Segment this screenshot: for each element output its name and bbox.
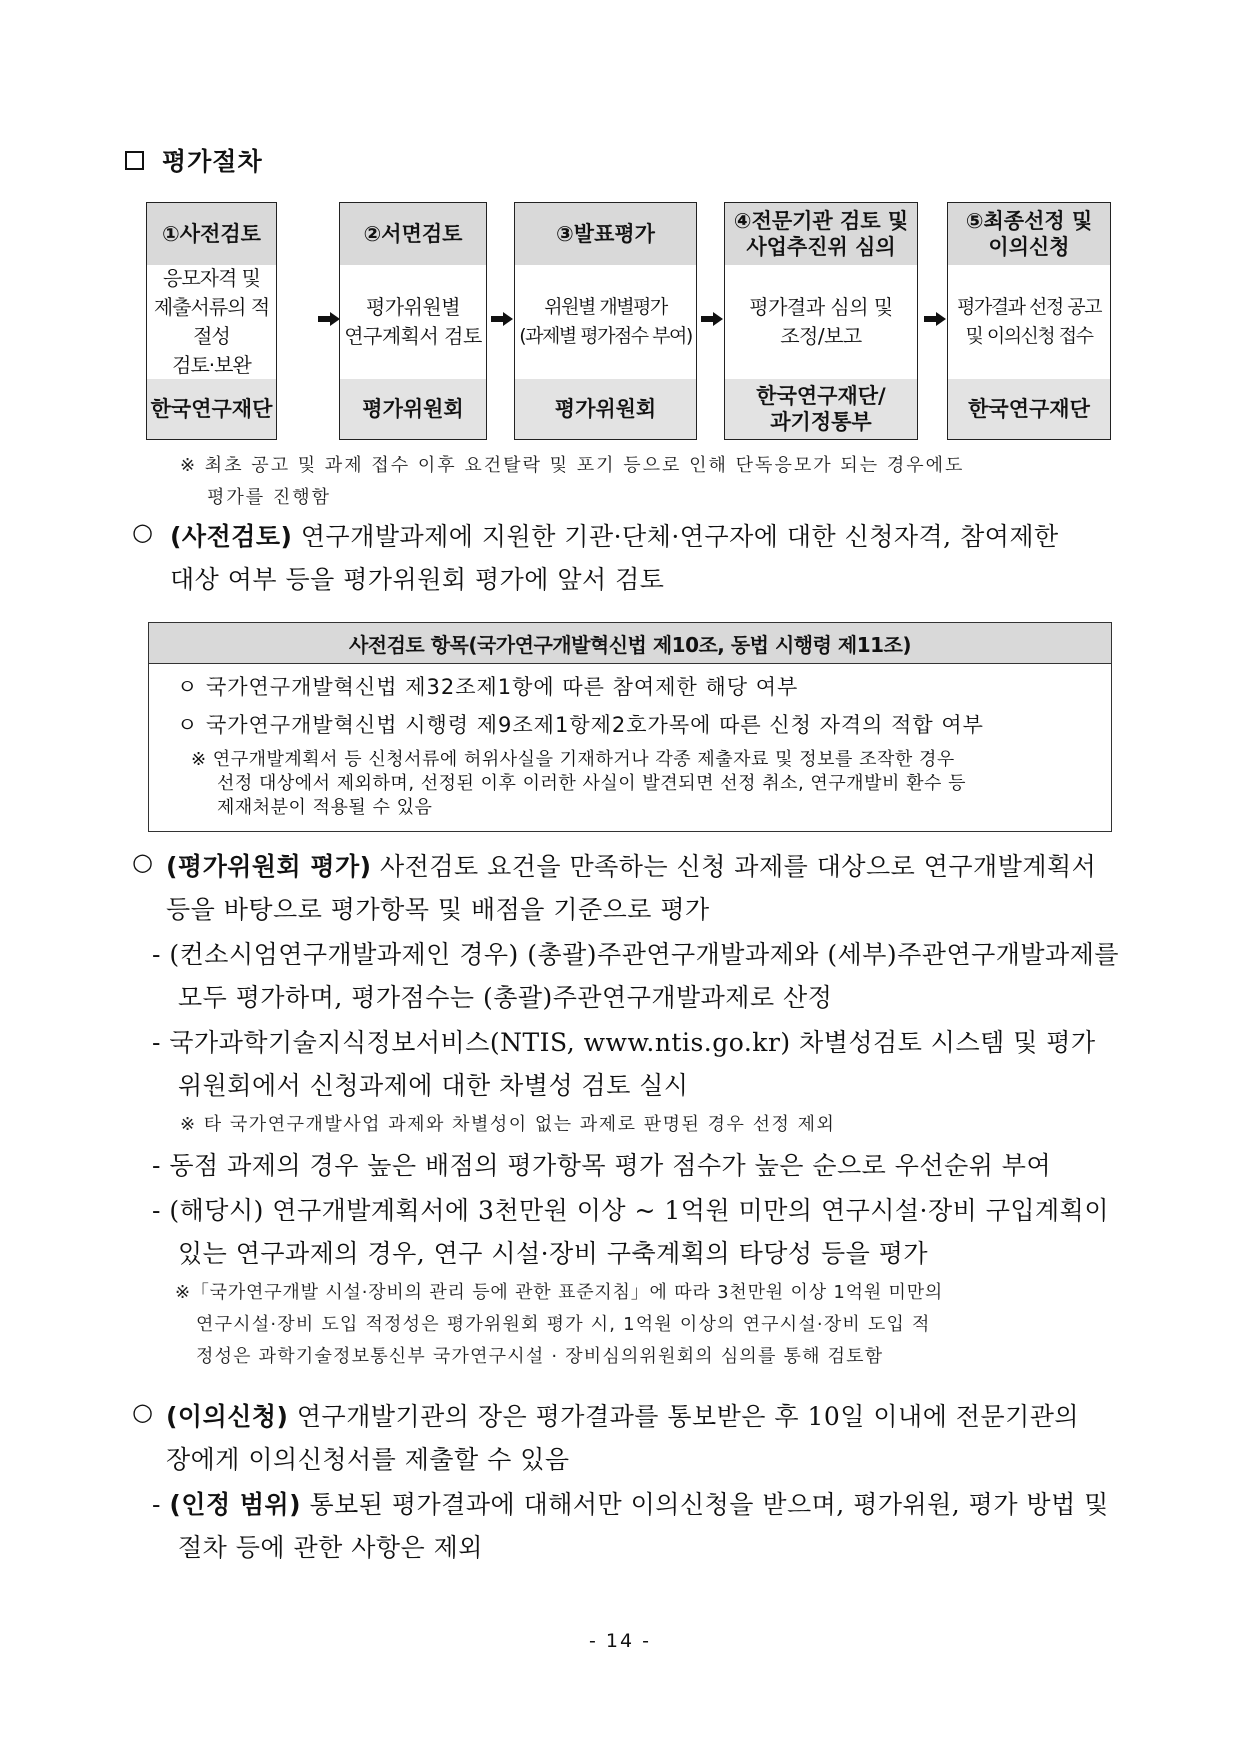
- flow-note-line2: 평가를 진행함: [207, 487, 332, 508]
- tie-break-line: - 동점 과제의 경우 높은 배점의 평가항목 평가 점수가 높은 순으로 우선순위 부여: [152, 1151, 1052, 1180]
- pre-review-line1: [170, 515, 1059, 558]
- flow-step-owner: 평가위원회: [515, 379, 696, 439]
- bullet-circle-icon: ○: [132, 848, 153, 876]
- checkbox-square-icon: [125, 151, 144, 170]
- table-item: ㅇ 국가연구개발혁신법 제32조제1항에 따른 참여제한 해당 여부: [177, 675, 799, 699]
- objection-line1: [166, 1395, 1079, 1438]
- objection-label: (이의신청): [166, 1402, 289, 1431]
- flow-step-owner: 한국연구재단/ 과기정통부: [725, 379, 917, 439]
- flow-step-body: 평가위원별 연구계획서 검토: [340, 265, 486, 380]
- equipment-line1: - (해당시) 연구개발계획서에 3천만원 이상 ~ 1억원 미만의 연구시설·장비 구입계획이: [152, 1196, 1109, 1225]
- bullet-circle-icon: ○: [132, 1398, 153, 1426]
- flow-step-head: ⑤최종선정 및 이의신청: [948, 203, 1110, 266]
- flow-step-head: ③발표평가: [515, 203, 696, 266]
- flow-note-line1: ※ 최초 공고 및 과제 접수 이후 요건탈락 및 포기 등으로 인해 단독응모가 되는 경우에도: [180, 455, 965, 476]
- table-item: ㅇ 국가연구개발혁신법 시행령 제9조제1항제2호가목에 따른 신청 자격의 적합 여부: [177, 713, 984, 737]
- objection-text: 연구개발기관의 장은 평가결과를 통보받은 후 10일 이내에 전문기관의: [288, 1402, 1080, 1431]
- committee-line2: 등을 바탕으로 평가항목 및 배점을 기준으로 평가: [166, 895, 710, 924]
- flow-step-2: [339, 202, 487, 440]
- flow-step-owner: 한국연구재단: [147, 379, 276, 439]
- scope-dash: -: [152, 1490, 170, 1519]
- consortium-line1: - (컨소시엄연구개발과제인 경우) (총괄)주관연구개발과제와 (세부)주관연구개발과제를: [152, 940, 1120, 969]
- ntis-line2: 위원회에서 신청과제에 대한 차별성 검토 실시: [178, 1071, 689, 1100]
- scope-text: 통보된 평가결과에 대해서만 이의신청을 받으며, 평가위원, 평가 방법 및: [301, 1490, 1109, 1519]
- equipment-note-line1: ※「국가연구개발 시설·장비의 관리 등에 관한 표준지침」에 따라 3천만원 이상 1억원 미만의: [175, 1282, 944, 1303]
- flow-step-body: 응모자격 및 제출서류의 적절성 검토·보완: [147, 265, 276, 380]
- flow-step-3: [514, 202, 697, 440]
- differentiation-note: ※ 타 국가연구개발사업 과제와 차별성이 없는 과제로 판명된 경우 선정 제외: [180, 1114, 836, 1135]
- flow-step-body: 평가결과 선정 공고 및 이의신청 접수: [948, 265, 1110, 380]
- page-number: - 14 -: [589, 1630, 651, 1652]
- flow-step-head: ②서면검토: [340, 203, 486, 266]
- equipment-line2: 있는 연구과제의 경우, 연구 시설·장비 구축계획의 타당성 등을 평가: [178, 1239, 929, 1268]
- flow-step-head: ④전문기관 검토 및 사업추진위 심의: [725, 203, 917, 266]
- scope-line1: [152, 1483, 1109, 1526]
- right-arrow-icon: [924, 312, 946, 326]
- committee-text: 사전검토 요건을 만족하는 신청 과제를 대상으로 연구개발계획서: [371, 852, 1097, 881]
- pre-review-line2: 대상 여부 등을 평가위원회 평가에 앞서 검토: [170, 565, 665, 594]
- pre-review-label: (사전검토): [170, 522, 293, 551]
- table-header: 사전검토 항목(국가연구개발혁신법 제10조, 동법 시행령 제11조): [149, 623, 1111, 664]
- right-arrow-icon: [701, 312, 723, 326]
- section-title: 평가절차: [162, 147, 263, 176]
- equipment-note-line2: 연구시설·장비 도입 적정성은 평가위원회 평가 시, 1억원 이상의 연구시설·장비 도입 적: [196, 1314, 931, 1335]
- pre-review-text: 연구개발과제에 지원한 기관·단체·연구자에 대한 신청자격, 참여제한: [292, 522, 1059, 551]
- objection-line2: 장에게 이의신청서를 제출할 수 있음: [166, 1445, 570, 1474]
- committee-label: (평가위원회 평가): [166, 852, 372, 881]
- consortium-line2: 모두 평가하며, 평가점수는 (총괄)주관연구개발과제로 산정: [178, 983, 833, 1012]
- committee-line1: [166, 845, 1096, 888]
- right-arrow-icon: [491, 312, 513, 326]
- flow-step-5: [947, 202, 1111, 440]
- table-note-line1: ※ 연구개발계획서 등 신청서류에 허위사실을 기재하거나 각종 제출자료 및 정보를 조작한 경우: [191, 749, 955, 770]
- section-heading: [125, 142, 263, 178]
- ntis-line1: - 국가과학기술지식정보서비스(NTIS, www.ntis.go.kr) 차별성검토 시스템 및 평가: [152, 1028, 1096, 1057]
- scope-line2: 절차 등에 관한 사항은 제외: [178, 1533, 483, 1562]
- flow-step-1: [146, 202, 277, 440]
- table-note-line3: 제재처분이 적용될 수 있음: [217, 797, 433, 818]
- flow-step-4: [724, 202, 918, 440]
- flow-step-body: 위원별 개별평가 (과제별 평가점수 부여): [515, 265, 696, 380]
- equipment-note-line3: 정성은 과학기술정보통신부 국가연구시설 · 장비심의위원회의 심의를 통해 검토함: [196, 1346, 884, 1367]
- pre-review-items-table: [148, 622, 1112, 832]
- bullet-circle-icon: ○: [132, 518, 153, 546]
- table-note-line2: 선정 대상에서 제외하며, 선정된 이후 이러한 사실이 발견되면 선정 취소, 연구개발비 환수 등: [217, 773, 966, 794]
- flow-step-owner: 한국연구재단: [948, 379, 1110, 439]
- flow-step-owner: 평가위원회: [340, 379, 486, 439]
- right-arrow-icon: [318, 312, 340, 326]
- flow-step-head: ①사전검토: [147, 203, 276, 266]
- flow-step-body: 평가결과 심의 및 조정/보고: [725, 265, 917, 380]
- scope-label: (인정 범위): [169, 1490, 302, 1519]
